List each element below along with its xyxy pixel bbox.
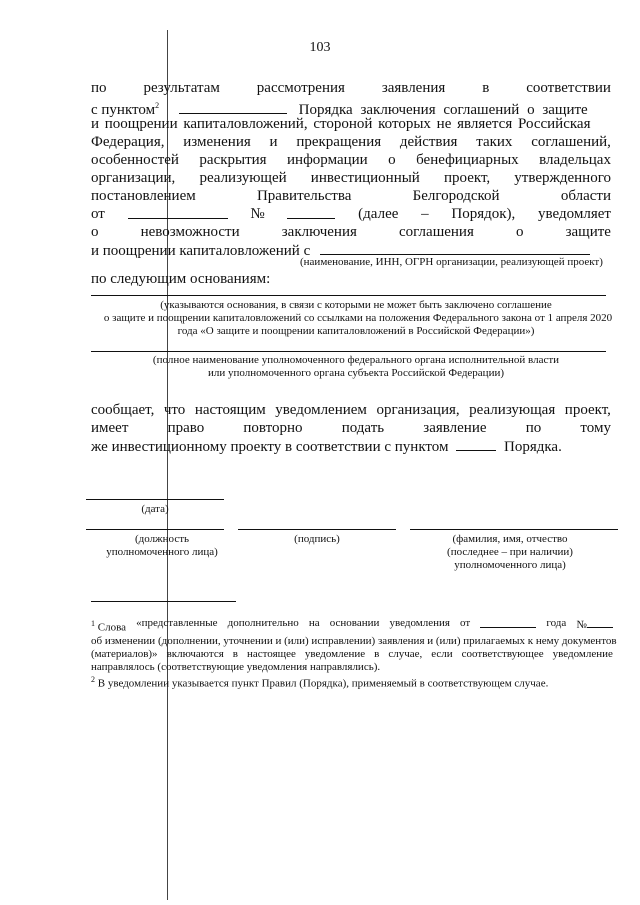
caption-grounds-2: о защите и поощрении капиталовложений со ссылками на положения Федерального закона от 1 апреля 2020 <box>103 312 613 324</box>
number-blank <box>287 205 335 219</box>
footnote-1-line-1: $^1$ Слова «представленные дополнительно на основании уведомления от года № <box>91 617 613 635</box>
fn-number-blank <box>587 617 613 628</box>
caption-grounds-1: (указываются основания, в связи с которыми не может быть заключено соглашение <box>160 299 552 311</box>
caption-grounds-3: года «О защите и поощрении капиталовложений в Российской Федерации») <box>177 325 535 337</box>
body-line-11: по следующим основаниям: <box>91 271 271 287</box>
footnote-2: $^2$ В уведомлении указывается пункт Правил (Порядка), применяемый в соответствующем случае. <box>91 675 549 690</box>
caption-organization: (наименование, ИНН, ОГРН организации, реализующей проект) <box>300 256 603 268</box>
fn-date-blank <box>480 617 536 628</box>
body-line-10: и поощрении капиталовложений с <box>91 241 611 260</box>
footnote-1 <box>91 617 617 674</box>
organization-blank <box>320 241 590 255</box>
body-line-8: от № (далее – Порядок), уведомляет <box>91 206 611 222</box>
body-line-4: Федерация, изменения и прекращения действия таких соглашений, <box>91 134 611 150</box>
position-line <box>86 529 224 530</box>
footnote-1-line-4: направлялось (соответствующие уведомления направлялись). <box>91 660 381 673</box>
body-line-6: организации, реализующей инвестиционный проект, утвержденного <box>91 170 611 186</box>
body-line-3: и поощрении капиталовложений, стороной которых не является Российская <box>91 116 591 132</box>
date-blank <box>128 205 228 219</box>
body-line-5: особенностей раскрытия информации о бенефициарных владельцах <box>91 152 611 168</box>
footnote-separator <box>91 601 236 602</box>
signature-line <box>238 529 396 530</box>
caption-authority-1: (полное наименование уполномоченного федерального органа исполнительной власти <box>152 354 560 366</box>
name-line <box>410 529 618 530</box>
clause-blank <box>456 437 496 451</box>
body-line-1: по результатам рассмотрения заявления в соответствии <box>91 80 611 96</box>
body-line-9: о невозможности заключения соглашения о защите <box>91 224 611 240</box>
date-caption: (дата) <box>141 503 169 515</box>
name-caption-2: (последнее – при наличии) <box>447 546 573 558</box>
footnote-1-line-3: (материалов)» включаются в настоящее уведомление в случае, если соответствующее уведомление <box>91 647 613 660</box>
body-line-12: сообщает, что настоящим уведомлением организация, реализующая проект, <box>91 402 611 418</box>
date-line <box>86 499 224 500</box>
body-line-2: с пунктом$^2$ Порядка заключения соглашений о защите <box>91 101 588 118</box>
body-line-7: постановлением Правительства Белгородской области <box>91 188 611 204</box>
body-line-13: имеет право повторно подать заявление по тому <box>91 420 611 436</box>
page-number: 103 <box>309 40 331 55</box>
name-caption-1: (фамилия, имя, отчество <box>452 533 568 545</box>
name-caption-3: уполномоченного лица) <box>454 559 566 571</box>
body-line-14: же инвестиционному проекту в соответствии с пунктом Порядка. <box>91 439 562 455</box>
caption-authority-2: или уполномоченного органа субъекта Российской Федерации) <box>207 367 505 379</box>
position-caption-2: уполномоченного лица) <box>106 546 218 558</box>
signature-caption: (подпись) <box>294 533 340 545</box>
position-caption-1: (должность <box>134 533 190 545</box>
footnote-1-line-2: об изменении (дополнении, уточнении и (или) исправлении) заявления и (или) прилагаемых к нему документов <box>91 634 617 647</box>
grounds-line <box>91 295 606 296</box>
authority-line <box>91 351 606 352</box>
blank-field <box>179 100 287 114</box>
